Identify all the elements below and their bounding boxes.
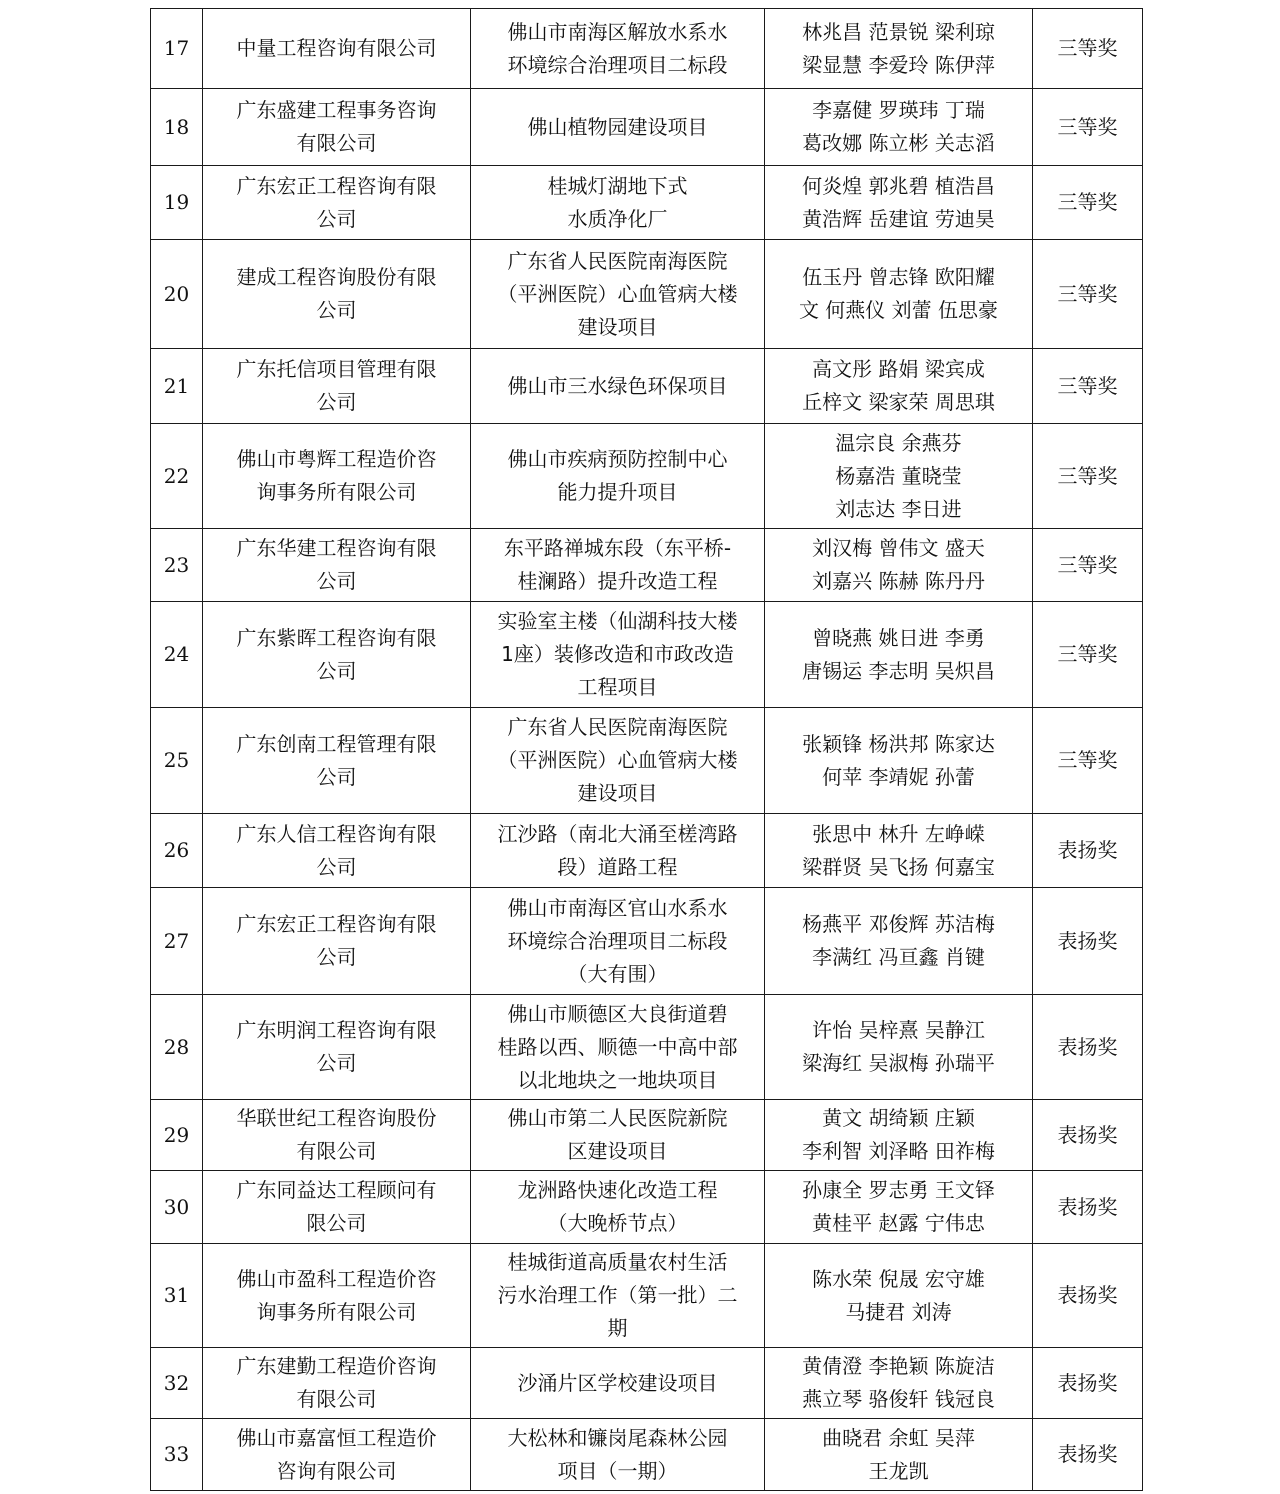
team-members-line: 唐锡运 李志明 吴炽昌 bbox=[802, 658, 995, 683]
team-members-cell bbox=[765, 602, 1033, 708]
project-name-line: 以北地块之一地块项目 bbox=[517, 1067, 718, 1092]
team-members-cell bbox=[765, 529, 1033, 602]
project-name-line: 实验室主楼（仙湖科技大楼 bbox=[497, 609, 738, 633]
company-name-cell bbox=[203, 1171, 471, 1244]
company-name-cell bbox=[203, 1100, 471, 1171]
company-name-cell bbox=[203, 708, 471, 814]
company-name-line: 公司 bbox=[316, 206, 357, 231]
team-members-cell bbox=[765, 1100, 1033, 1171]
project-name-cell bbox=[471, 708, 765, 814]
team-members-cell bbox=[765, 89, 1033, 166]
project-name-line: 段）道路工程 bbox=[557, 854, 678, 879]
team-members-line: 孙康全 罗志勇 王文铎 bbox=[802, 1178, 995, 1202]
project-name-line: 东平路禅城东段（东平桥- bbox=[503, 536, 732, 560]
team-members-line: 王龙凯 bbox=[868, 1458, 929, 1483]
table-row bbox=[151, 814, 1143, 888]
row-number: 24 bbox=[151, 602, 203, 708]
company-name-cell bbox=[203, 349, 471, 424]
team-members-line: 刘嘉兴 陈赫 陈丹丹 bbox=[812, 569, 985, 593]
company-name-cell bbox=[203, 529, 471, 602]
project-name-line: 项目（一期） bbox=[557, 1458, 678, 1483]
team-members-line: 曲晓君 余虹 吴萍 bbox=[822, 1425, 975, 1450]
team-members-cell bbox=[765, 708, 1033, 814]
team-members-line: 梁显慧 李爱玲 陈伊萍 bbox=[802, 52, 995, 77]
company-name-line: 广东同益达工程顾问有 bbox=[236, 1178, 437, 1202]
project-name-line: 佛山植物园建设项目 bbox=[527, 114, 708, 139]
company-name-cell bbox=[203, 424, 471, 529]
project-name-cell bbox=[471, 995, 765, 1100]
award-level: 表扬奖 bbox=[1033, 1100, 1143, 1171]
company-name-line: 公司 bbox=[316, 390, 357, 414]
award-table-body bbox=[151, 9, 1143, 1491]
team-members-line: 张思中 林升 左峥嵘 bbox=[812, 821, 985, 846]
award-level: 三等奖 bbox=[1033, 89, 1143, 166]
company-name-line: 广东建勤工程造价咨询 bbox=[236, 1354, 437, 1378]
project-name-line: 桂城街道高质量农村生活 bbox=[507, 1250, 728, 1274]
project-name-line: 佛山市南海区官山水系水 bbox=[507, 895, 728, 920]
project-name-line: 水质净化厂 bbox=[567, 206, 668, 231]
team-members-line: 梁群贤 吴飞扬 何嘉宝 bbox=[802, 854, 995, 879]
team-members-cell bbox=[765, 814, 1033, 888]
project-name-line: 区建设项目 bbox=[567, 1139, 668, 1163]
row-number: 20 bbox=[151, 240, 203, 349]
project-name-cell bbox=[471, 424, 765, 529]
company-name-line: 公司 bbox=[316, 569, 357, 593]
team-members-cell bbox=[765, 888, 1033, 995]
team-members-line: 张颖锋 杨洪邦 陈家达 bbox=[802, 731, 995, 756]
project-name-line: 佛山市三水绿色环保项目 bbox=[507, 373, 728, 398]
company-name-line: 有限公司 bbox=[296, 131, 377, 155]
company-name-line: 广东宏正工程咨询有限 bbox=[236, 912, 437, 936]
team-members-line: 高文彤 路娟 梁宾成 bbox=[812, 357, 985, 381]
company-name-line: 广东盛建工程事务咨询 bbox=[236, 98, 437, 122]
table-row bbox=[151, 424, 1143, 529]
award-level: 表扬奖 bbox=[1033, 995, 1143, 1100]
award-level: 表扬奖 bbox=[1033, 1348, 1143, 1419]
project-name-cell bbox=[471, 9, 765, 89]
row-number: 19 bbox=[151, 166, 203, 240]
team-members-cell bbox=[765, 166, 1033, 240]
team-members-line: 刘汉梅 曾伟文 盛天 bbox=[812, 536, 985, 560]
project-name-cell bbox=[471, 529, 765, 602]
award-level: 三等奖 bbox=[1033, 349, 1143, 424]
team-members-line: 陈水荣 倪晟 宏守雄 bbox=[812, 1266, 985, 1291]
table-row bbox=[151, 166, 1143, 240]
row-number: 28 bbox=[151, 995, 203, 1100]
company-name-line: 公司 bbox=[316, 764, 357, 789]
company-name-line: 广东人信工程咨询有限 bbox=[236, 821, 437, 846]
table-row bbox=[151, 9, 1143, 89]
team-members-line: 燕立琴 骆俊轩 钱冠良 bbox=[802, 1387, 995, 1411]
table-row bbox=[151, 1100, 1143, 1171]
team-members-line: 黄文 胡绮颖 庄颖 bbox=[822, 1106, 975, 1130]
team-members-cell bbox=[765, 1171, 1033, 1244]
table-row bbox=[151, 1171, 1143, 1244]
team-members-cell bbox=[765, 1348, 1033, 1419]
project-name-line: 桂澜路）提升改造工程 bbox=[517, 569, 718, 593]
project-name-cell bbox=[471, 602, 765, 708]
company-name-line: 询事务所有限公司 bbox=[256, 480, 417, 504]
table-row bbox=[151, 240, 1143, 349]
company-name-line: 公司 bbox=[316, 854, 357, 879]
team-members-line: 梁海红 吴淑梅 孙瑞平 bbox=[802, 1051, 995, 1075]
award-level: 表扬奖 bbox=[1033, 814, 1143, 888]
project-name-cell bbox=[471, 814, 765, 888]
team-members-line: 丘梓文 梁家荣 周思琪 bbox=[802, 390, 995, 414]
project-name-line: 沙涌片区学校建设项目 bbox=[517, 1370, 718, 1395]
project-name-line: 1座）装修改造和市政改造 bbox=[501, 642, 734, 666]
company-name-cell bbox=[203, 9, 471, 89]
project-name-line: 佛山市疾病预防控制中心 bbox=[507, 447, 728, 471]
company-name-cell bbox=[203, 1348, 471, 1419]
company-name-cell bbox=[203, 888, 471, 995]
row-number: 25 bbox=[151, 708, 203, 814]
project-name-line: 龙洲路快速化改造工程 bbox=[517, 1178, 718, 1202]
company-name-line: 有限公司 bbox=[296, 1387, 377, 1411]
company-name-cell bbox=[203, 602, 471, 708]
company-name-line: 公司 bbox=[316, 298, 357, 322]
team-members-line: 黄浩辉 岳建谊 劳迪昊 bbox=[802, 206, 995, 231]
project-name-line: （平洲医院）心血管病大楼 bbox=[497, 748, 738, 772]
team-members-cell bbox=[765, 349, 1033, 424]
project-name-cell bbox=[471, 1171, 765, 1244]
company-name-line: 建成工程咨询股份有限 bbox=[236, 265, 437, 289]
team-members-line: 刘志达 李日进 bbox=[835, 496, 962, 521]
team-members-cell bbox=[765, 9, 1033, 89]
project-name-line: 江沙路（南北大涌至槎湾路 bbox=[497, 821, 738, 846]
table-row bbox=[151, 529, 1143, 602]
project-name-line: （平洲医院）心血管病大楼 bbox=[497, 281, 738, 306]
row-number: 27 bbox=[151, 888, 203, 995]
project-name-cell bbox=[471, 349, 765, 424]
company-name-line: 公司 bbox=[316, 945, 357, 969]
award-level: 表扬奖 bbox=[1033, 888, 1143, 995]
team-members-line: 许怡 吴梓熹 吴静江 bbox=[812, 1018, 985, 1042]
team-members-line: 杨嘉浩 董晓莹 bbox=[835, 463, 962, 488]
company-name-line: 广东托信项目管理有限 bbox=[236, 357, 437, 381]
award-level: 表扬奖 bbox=[1033, 1171, 1143, 1244]
team-members-cell bbox=[765, 1244, 1033, 1348]
company-name-line: 广东紫晖工程咨询有限 bbox=[236, 625, 437, 650]
company-name-line: 中量工程咨询有限公司 bbox=[236, 36, 437, 60]
table-row bbox=[151, 89, 1143, 166]
award-level: 表扬奖 bbox=[1033, 1419, 1143, 1491]
project-name-line: 广东省人民医院南海医院 bbox=[507, 715, 728, 739]
company-name-cell bbox=[203, 995, 471, 1100]
company-name-cell bbox=[203, 1244, 471, 1348]
award-level: 表扬奖 bbox=[1033, 1244, 1143, 1348]
project-name-line: 期 bbox=[607, 1316, 628, 1340]
row-number: 22 bbox=[151, 424, 203, 529]
project-name-line: 佛山市南海区解放水系水 bbox=[507, 19, 728, 44]
team-members-line: 李嘉健 罗瑛玮 丁瑞 bbox=[812, 98, 985, 122]
award-level: 三等奖 bbox=[1033, 602, 1143, 708]
company-name-line: 公司 bbox=[316, 1051, 357, 1075]
award-level: 三等奖 bbox=[1033, 166, 1143, 240]
project-name-line: 广东省人民医院南海医院 bbox=[507, 248, 728, 273]
row-number: 30 bbox=[151, 1171, 203, 1244]
team-members-cell bbox=[765, 240, 1033, 349]
project-name-line: 环境综合治理项目二标段 bbox=[507, 928, 728, 953]
company-name-line: 佛山市盈科工程造价咨 bbox=[236, 1266, 437, 1291]
team-members-line: 李利智 刘泽略 田祚梅 bbox=[802, 1139, 995, 1163]
project-name-line: 佛山市顺德区大良街道碧 bbox=[507, 1001, 728, 1026]
row-number: 21 bbox=[151, 349, 203, 424]
row-number: 26 bbox=[151, 814, 203, 888]
project-name-cell bbox=[471, 240, 765, 349]
award-level: 三等奖 bbox=[1033, 708, 1143, 814]
award-level: 三等奖 bbox=[1033, 424, 1143, 529]
team-members-line: 伍玉丹 曾志锋 欧阳耀 bbox=[802, 265, 995, 289]
project-name-line: 桂城灯湖地下式 bbox=[547, 173, 688, 198]
company-name-line: 询事务所有限公司 bbox=[256, 1299, 417, 1324]
company-name-cell bbox=[203, 1419, 471, 1491]
company-name-line: 广东华建工程咨询有限 bbox=[236, 536, 437, 560]
row-number: 33 bbox=[151, 1419, 203, 1491]
row-number: 29 bbox=[151, 1100, 203, 1171]
team-members-line: 温宗良 余燕芬 bbox=[835, 430, 962, 455]
table-row bbox=[151, 1419, 1143, 1491]
award-level: 三等奖 bbox=[1033, 9, 1143, 89]
company-name-cell bbox=[203, 89, 471, 166]
table-row bbox=[151, 1244, 1143, 1348]
table-row bbox=[151, 995, 1143, 1100]
table-row bbox=[151, 349, 1143, 424]
company-name-line: 限公司 bbox=[306, 1211, 367, 1235]
project-name-line: 建设项目 bbox=[577, 781, 658, 805]
company-name-line: 广东宏正工程咨询有限 bbox=[236, 173, 437, 198]
project-name-line: 建设项目 bbox=[577, 314, 658, 339]
project-name-cell bbox=[471, 1244, 765, 1348]
project-name-line: 工程项目 bbox=[577, 675, 658, 699]
table-row bbox=[151, 708, 1143, 814]
project-name-line: 大松林和镰岗尾森林公园 bbox=[507, 1425, 728, 1450]
project-name-cell bbox=[471, 89, 765, 166]
row-number: 23 bbox=[151, 529, 203, 602]
company-name-line: 广东明润工程咨询有限 bbox=[236, 1018, 437, 1042]
project-name-line: 能力提升项目 bbox=[557, 480, 678, 504]
team-members-cell bbox=[765, 995, 1033, 1100]
project-name-line: 污水治理工作（第一批）二 bbox=[497, 1283, 738, 1307]
project-name-cell bbox=[471, 1419, 765, 1491]
company-name-cell bbox=[203, 166, 471, 240]
company-name-line: 有限公司 bbox=[296, 1139, 377, 1163]
award-level: 三等奖 bbox=[1033, 240, 1143, 349]
team-members-line: 马捷君 刘涛 bbox=[845, 1299, 952, 1324]
team-members-cell bbox=[765, 424, 1033, 529]
team-members-line: 曾晓燕 姚日进 李勇 bbox=[812, 625, 985, 650]
company-name-cell bbox=[203, 814, 471, 888]
table-row bbox=[151, 602, 1143, 708]
company-name-line: 广东创南工程管理有限 bbox=[236, 731, 437, 756]
team-members-line: 黄倩澄 李艳颖 陈旋洁 bbox=[802, 1354, 995, 1378]
row-number: 17 bbox=[151, 9, 203, 89]
team-members-line: 李满红 冯亘鑫 肖键 bbox=[812, 945, 985, 969]
project-name-cell bbox=[471, 1100, 765, 1171]
project-name-line: （大有围） bbox=[567, 961, 668, 986]
project-name-line: 环境综合治理项目二标段 bbox=[507, 52, 728, 77]
award-table bbox=[150, 8, 1143, 1491]
project-name-cell bbox=[471, 888, 765, 995]
row-number: 32 bbox=[151, 1348, 203, 1419]
project-name-cell bbox=[471, 1348, 765, 1419]
row-number: 31 bbox=[151, 1244, 203, 1348]
table-row bbox=[151, 1348, 1143, 1419]
team-members-line: 杨燕平 邓俊辉 苏洁梅 bbox=[802, 912, 995, 936]
team-members-line: 何苹 李靖妮 孙蕾 bbox=[822, 764, 975, 789]
project-name-cell bbox=[471, 166, 765, 240]
company-name-line: 公司 bbox=[316, 658, 357, 683]
company-name-line: 佛山市粤辉工程造价咨 bbox=[236, 447, 437, 471]
team-members-line: 林兆昌 范景锐 梁利琼 bbox=[802, 19, 995, 44]
project-name-line: 桂路以西、顺德一中高中部 bbox=[497, 1034, 738, 1059]
project-name-line: （大晚桥节点） bbox=[547, 1211, 688, 1235]
award-level: 三等奖 bbox=[1033, 529, 1143, 602]
company-name-line: 华联世纪工程咨询股份 bbox=[236, 1106, 437, 1130]
company-name-line: 佛山市嘉富恒工程造价 bbox=[236, 1425, 437, 1450]
team-members-line: 葛改娜 陈立彬 关志滔 bbox=[802, 131, 995, 155]
row-number: 18 bbox=[151, 89, 203, 166]
team-members-line: 黄桂平 赵露 宁伟忠 bbox=[812, 1211, 985, 1235]
team-members-cell bbox=[765, 1419, 1033, 1491]
company-name-cell bbox=[203, 240, 471, 349]
team-members-line: 何炎煌 郭兆碧 植浩昌 bbox=[802, 173, 995, 198]
team-members-line: 文 何燕仪 刘蕾 伍思豪 bbox=[798, 298, 999, 322]
project-name-line: 佛山市第二人民医院新院 bbox=[507, 1106, 728, 1130]
company-name-line: 咨询有限公司 bbox=[276, 1458, 397, 1483]
table-row bbox=[151, 888, 1143, 995]
